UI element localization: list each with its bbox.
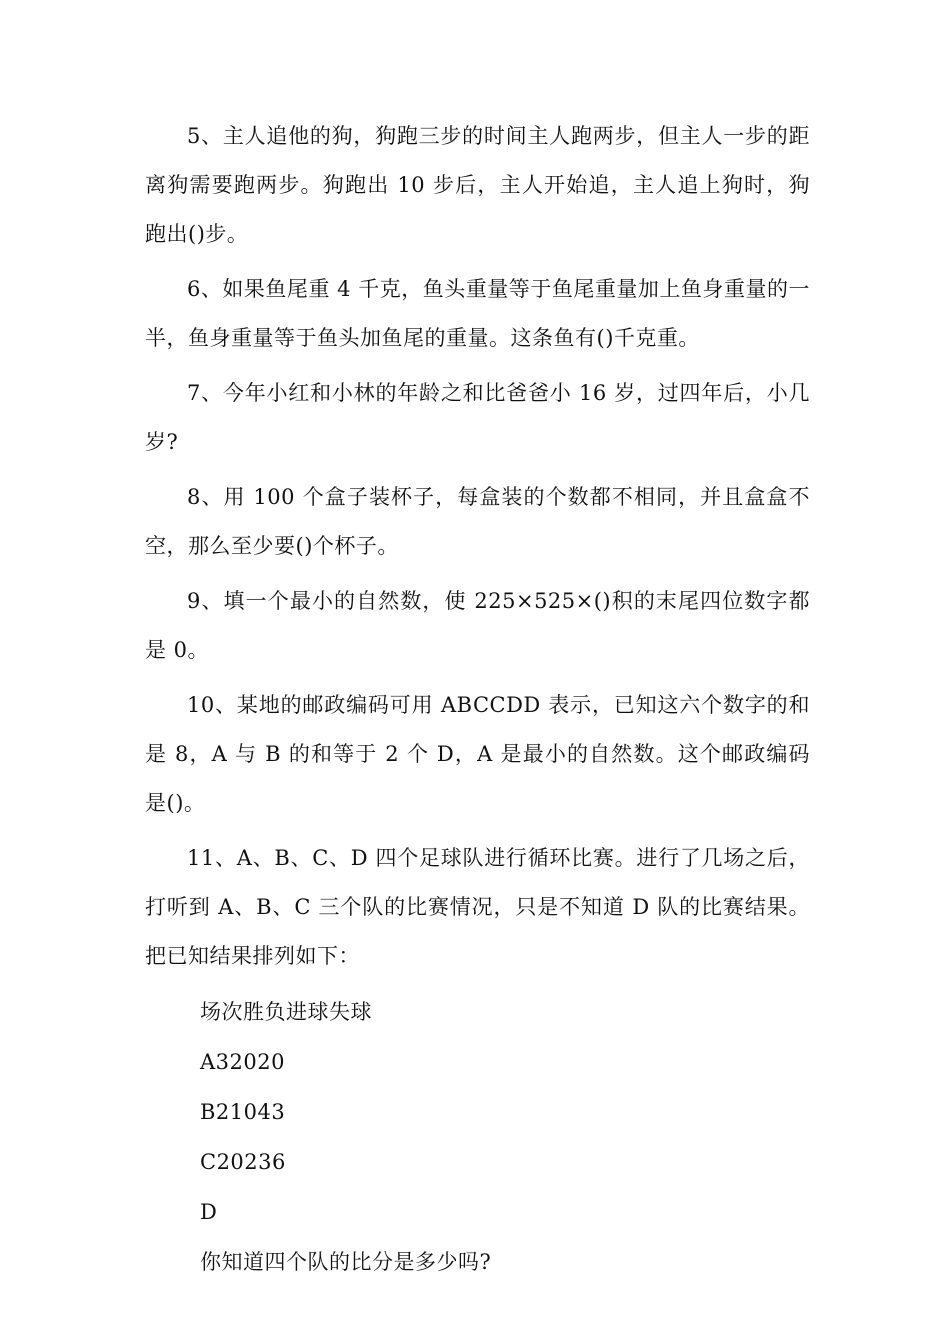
results-row-c: C20236: [200, 1150, 286, 1174]
results-table-header: 场次胜负进球失球: [200, 1000, 372, 1024]
results-row-a: A32020: [200, 1050, 285, 1074]
question-10: 10、某地的邮政编码可用 ABCCDD 表示，已知这六个数字的和是 8，A 与 B 的和等于 2 个 D，A 是最小的自然数。这个邮政编码是()。: [145, 693, 810, 815]
question-8: 8、用 100 个盒子装杯子，每盒装的个数都不相同，并且盒盒不空，那么至少要()个杯子。: [145, 485, 810, 558]
document-body: [145, 112, 810, 1287]
closing-question: 你知道四个队的比分是多少吗?: [200, 1250, 492, 1274]
results-row-d: D: [200, 1200, 218, 1224]
question-5: 5、主人追他的狗，狗跑三步的时间主人跑两步，但主人一步的距离狗需要跑两步。狗跑出 10 步后，主人开始追，主人追上狗时，狗跑出()步。: [145, 124, 810, 246]
question-7: 7、今年小红和小林的年龄之和比爸爸小 16 岁，过四年后，小几岁?: [145, 381, 810, 454]
question-11: 11、A、B、C、D 四个足球队进行循环比赛。进行了几场之后，打听到 A、B、C 三个队的比赛情况，只是不知道 D 队的比赛结果。把已知结果排列如下：: [145, 846, 810, 968]
question-9: 9、填一个最小的自然数，使 225×525×()积的末尾四位数字都是 0。: [145, 589, 810, 662]
question-6: 6、如果鱼尾重 4 千克，鱼头重量等于鱼尾重量加上鱼身重量的一半，鱼身重量等于鱼头加鱼尾的重量。这条鱼有()千克重。: [145, 277, 810, 350]
results-row-b: B21043: [200, 1100, 286, 1124]
